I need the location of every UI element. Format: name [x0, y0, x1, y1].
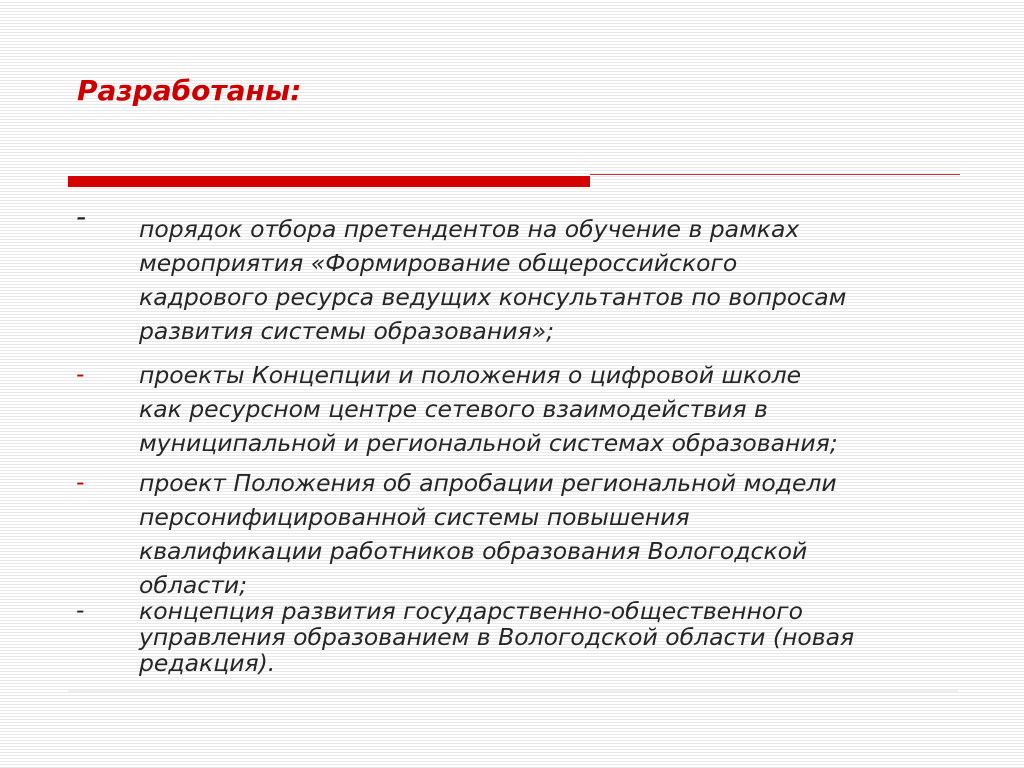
bottom-divider-line — [68, 690, 958, 692]
thin-divider-line — [590, 174, 960, 175]
list-item-text: порядок отбора претендентов на обучение в рамках мероприятия «Формирование общероссийского кадрового ресурса ведущих консультантов по вопросам развития системы образования»; — [139, 215, 847, 345]
bullet-dash: - — [76, 362, 85, 388]
list-item-text: проекты Концепции и положения о цифровой школе как ресурсном центре сетевого взаимодействия в муниципальной и региональной системах образования; — [139, 361, 838, 457]
list-item-text: концепция развития государственно-общественного управления образованием в Вологодской области (новая редакция). — [139, 597, 855, 677]
accent-divider-bar — [68, 176, 590, 187]
list-item-text: проект Положения об апробации региональной модели персонифицированной системы повышения квалификации работников образования Вологодской области; — [139, 469, 837, 599]
bullet-dash: - — [76, 200, 87, 233]
bullet-dash: - — [76, 598, 85, 624]
bullet-dash: - — [76, 470, 85, 496]
slide-title: Разработаны: — [77, 74, 302, 107]
